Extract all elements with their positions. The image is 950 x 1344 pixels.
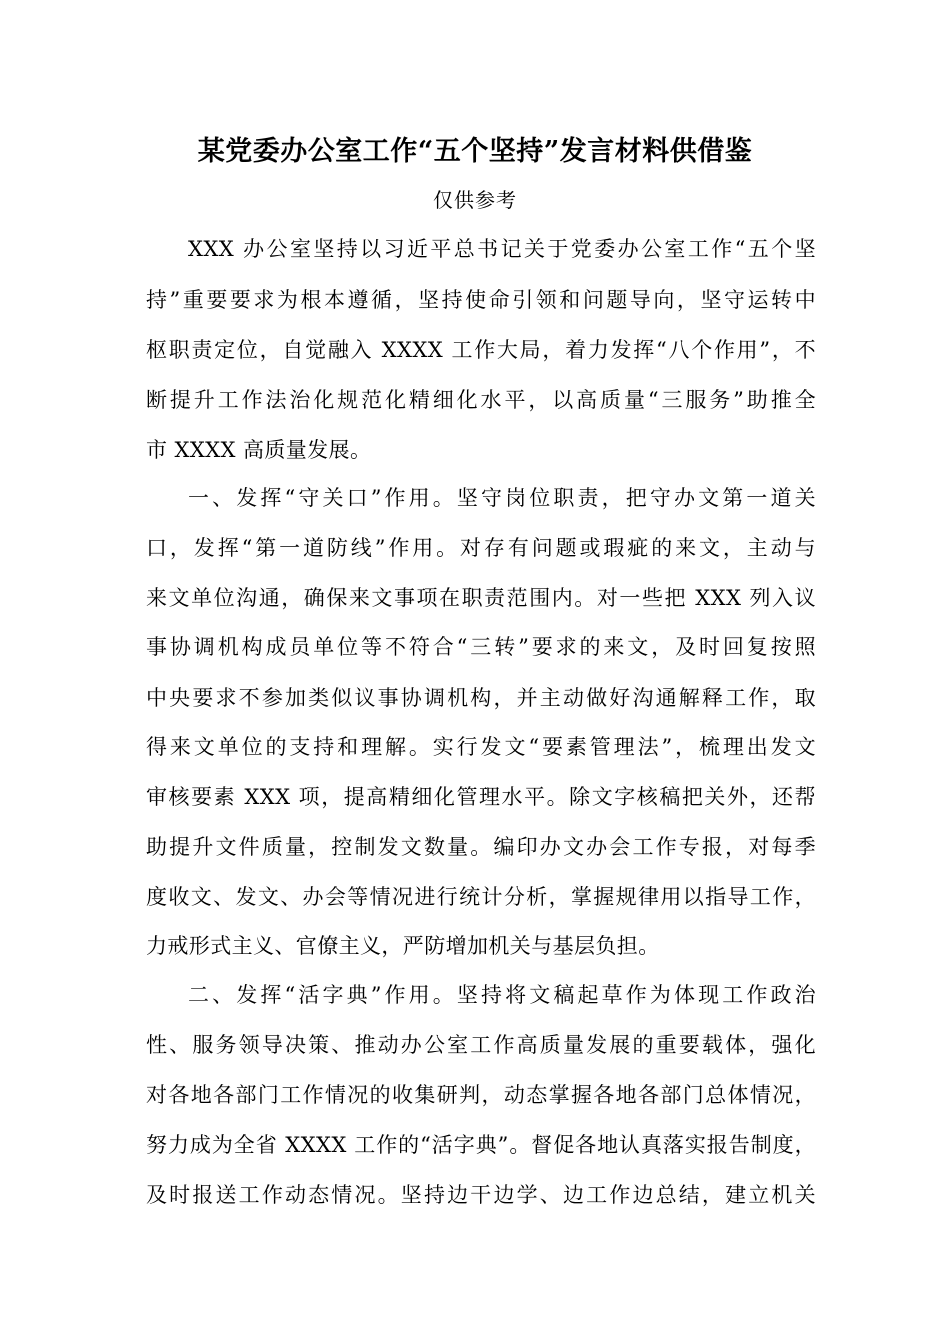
paragraph-line: 中央要求不参加类似议事协调机构，并主动做好沟通解释工作，取 [146, 686, 816, 710]
paragraph-line: XXX 办公室坚持以习近平总书记关于党委办公室工作“五个坚 [188, 237, 816, 261]
paragraph-line: 努力成为全省 XXXX 工作的“活字典”。督促各地认真落实报告制度， [146, 1133, 816, 1157]
paragraph-line: 度收文、发文、办会等情况进行统计分析，掌握规律用以指导工作， [146, 885, 816, 909]
paragraph-line: 二、发挥“活字典”作用。坚持将文稿起草作为体现工作政治 [188, 983, 816, 1007]
paragraph-line: 对各地各部门工作情况的收集研判，动态掌握各地各部门总体情况， [146, 1083, 816, 1107]
paragraph-line: 枢职责定位，自觉融入 XXXX 工作大局，着力发挥“八个作用”，不 [146, 338, 816, 362]
paragraph-line: 助提升文件质量，控制发文数量。编印办文办会工作专报，对每季 [146, 835, 816, 859]
paragraph-line: 力戒形式主义、官僚主义，严防增加机关与基层负担。 [146, 934, 660, 958]
paragraph-line: 审核要素 XXX 项，提高精细化管理水平。除文字核稿把关外，还帮 [146, 785, 816, 809]
paragraph-line: 得来文单位的支持和理解。实行发文“要素管理法”，梳理出发文 [146, 735, 816, 759]
paragraph-line: 市 XXXX 高质量发展。 [146, 438, 372, 462]
document-subtitle: 仅供参考 [433, 188, 517, 212]
paragraph-line: 来文单位沟通，确保来文事项在职责范围内。对一些把 XXX 列入议 [146, 586, 816, 610]
paragraph-line: 一、发挥“守关口”作用。坚守岗位职责，把守办文第一道关 [188, 486, 816, 510]
paragraph-line: 口，发挥“第一道防线”作用。对存有问题或瑕疵的来文，主动与 [146, 536, 816, 560]
paragraph-line: 性、服务领导决策、推动办公室工作高质量发展的重要载体，强化 [146, 1033, 816, 1057]
document-title: 某党委办公室工作“五个坚持”发言材料供借鉴 [197, 136, 753, 167]
paragraph-line: 断提升工作法治化规范化精细化水平，以高质量“三服务”助推全 [146, 388, 816, 412]
paragraph-line: 持”重要要求为根本遵循，坚持使命引领和问题导向，坚守运转中 [146, 288, 816, 312]
paragraph-line: 事协调机构成员单位等不符合“三转”要求的来文，及时回复按照 [146, 635, 816, 659]
paragraph-line: 及时报送工作动态情况。坚持边干边学、边工作边总结，建立机关 [146, 1183, 816, 1207]
